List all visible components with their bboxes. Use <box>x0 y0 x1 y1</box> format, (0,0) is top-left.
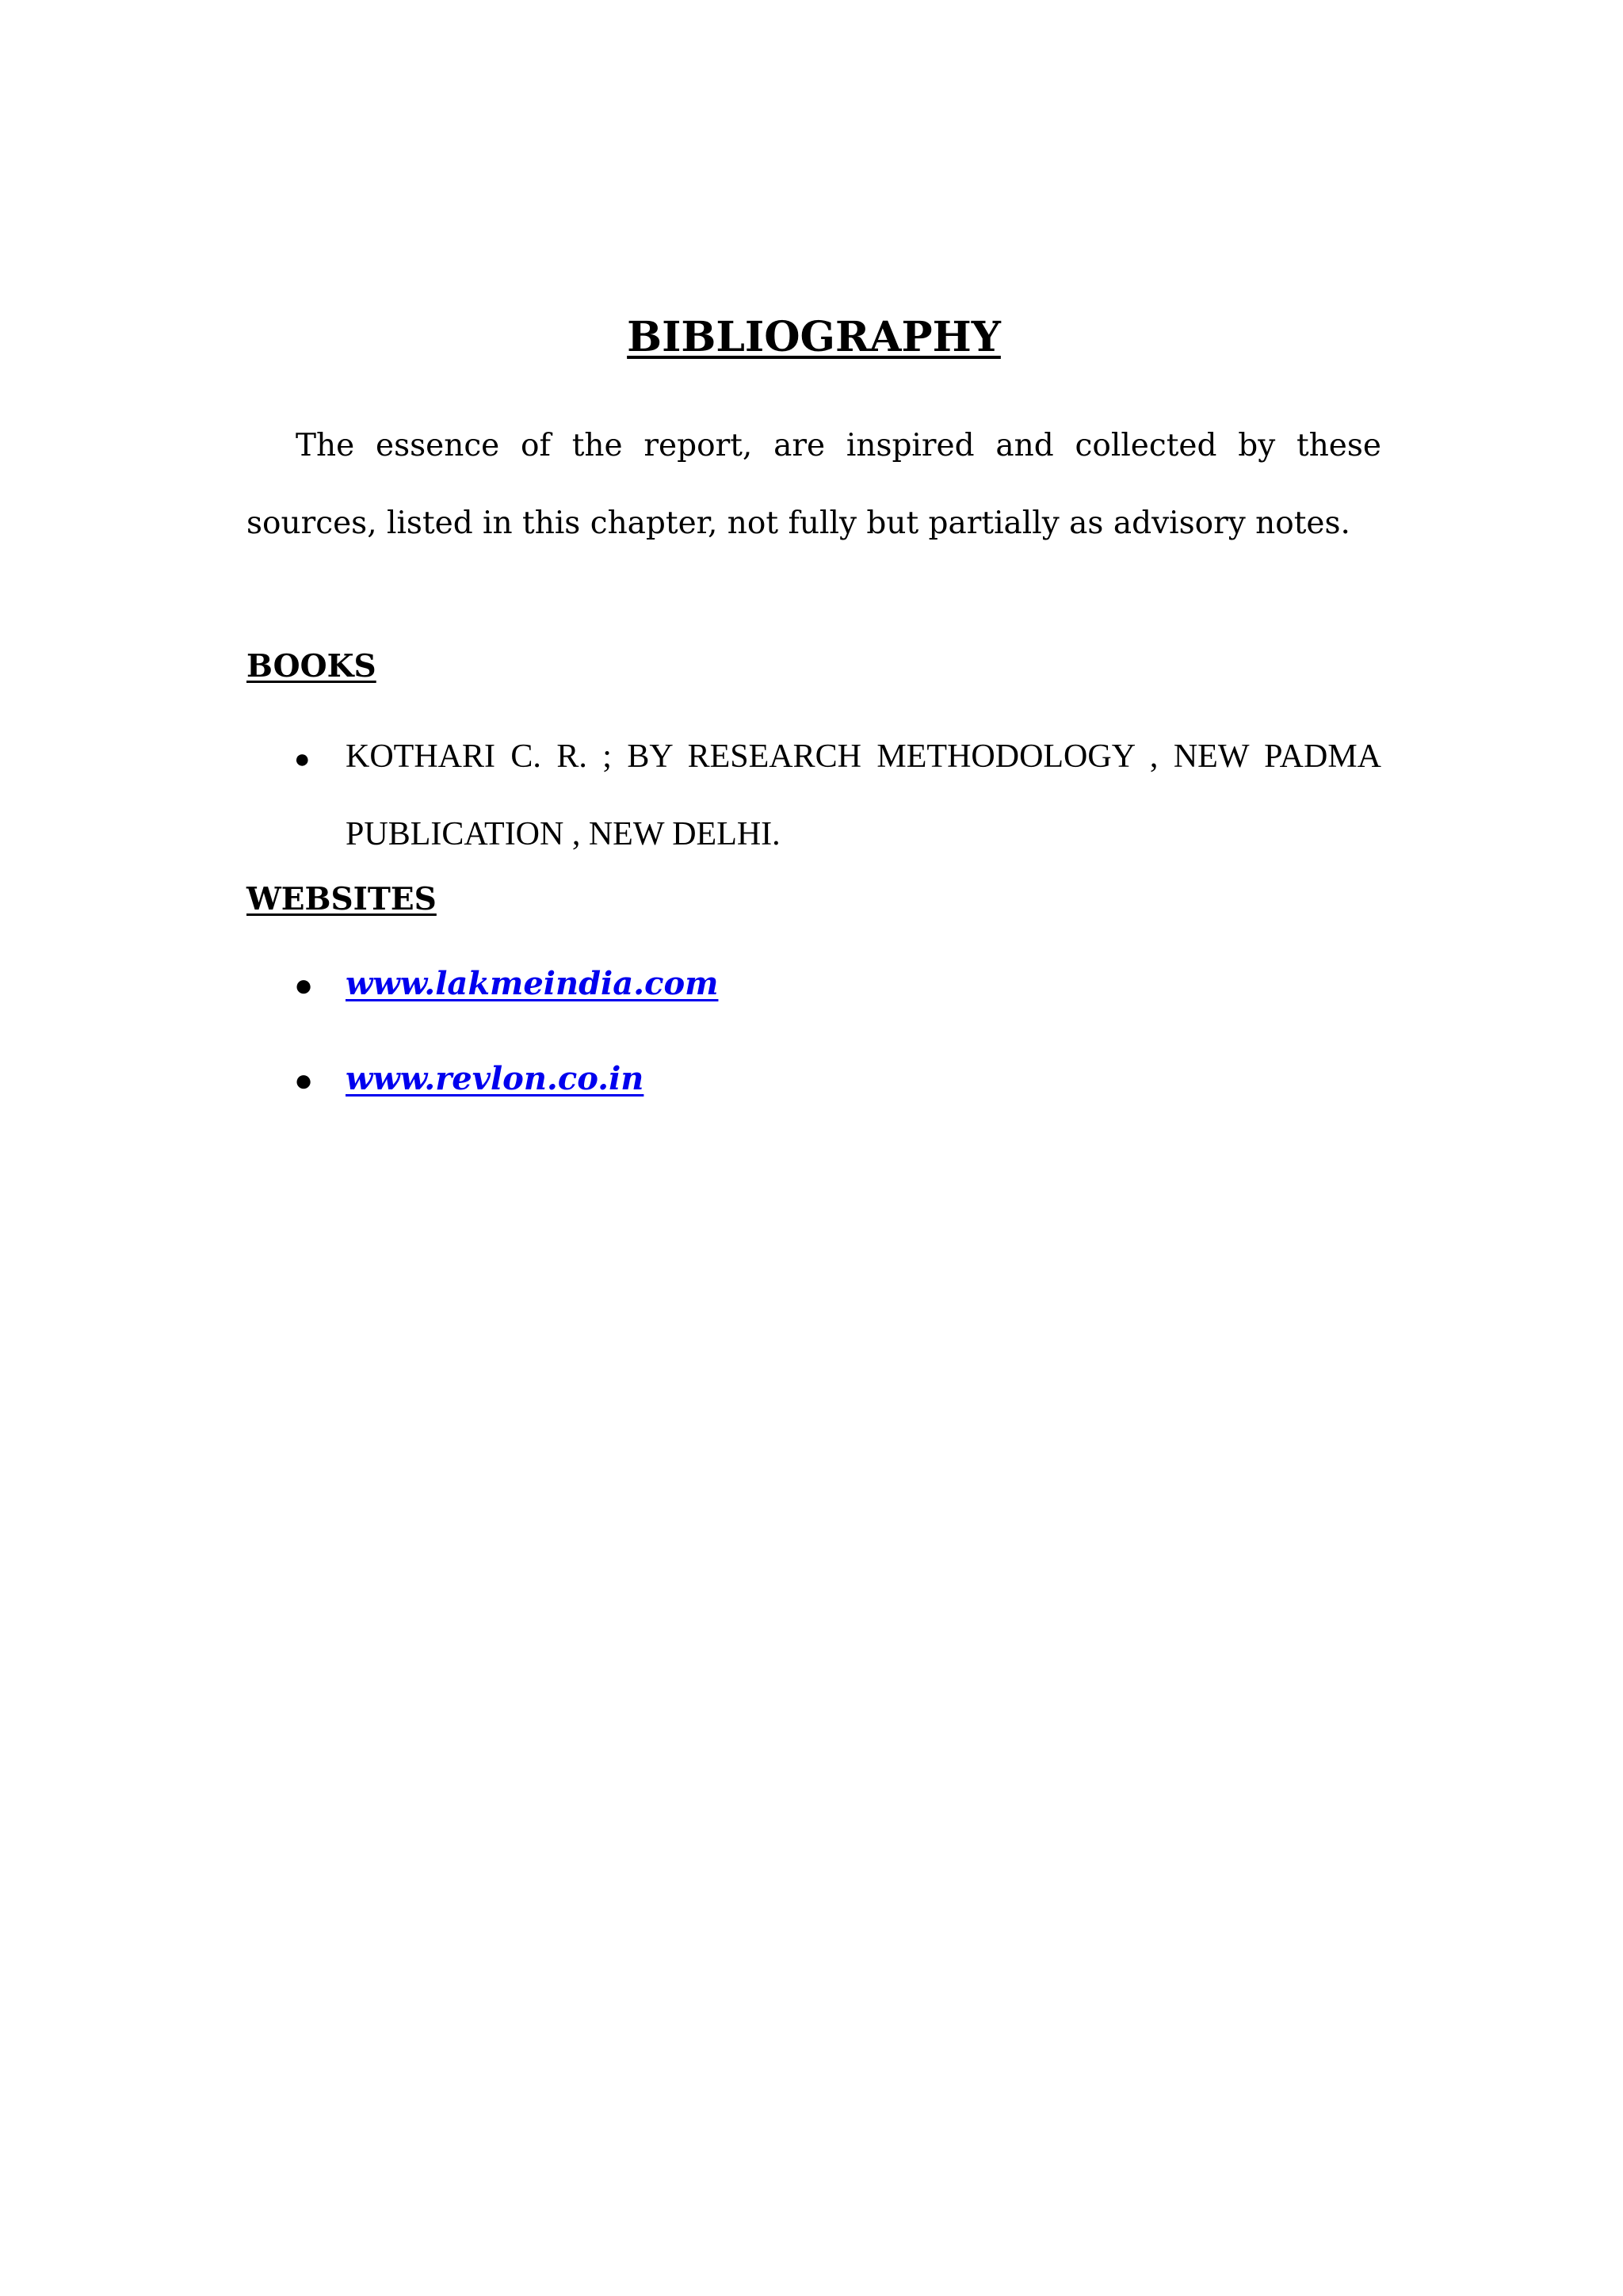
websites-heading: WEBSITES <box>246 881 437 917</box>
list-item <box>246 959 1381 1009</box>
bullet-icon: ● <box>294 1062 314 1098</box>
bullet-icon: ● <box>294 745 311 774</box>
intro-paragraph: The essence of the report, are inspired and collected by these sources, listed in this chapter, not fully but partially as advisory notes. <box>246 428 1381 541</box>
book-reference: KOTHARI C. R. ; BY RESEARCH METHODOLOGY , NEW PADMA PUBLICATION , NEW DELHI. <box>346 738 1381 852</box>
books-heading: BOOKS <box>246 648 376 685</box>
website-link-lakmeindia[interactable]: www.lakmeindia.com <box>346 965 719 1002</box>
website-link-revlon[interactable]: www.revlon.co.in <box>346 1060 644 1097</box>
bullet-icon: ● <box>294 967 314 1003</box>
list-item <box>246 1054 1381 1104</box>
page-title: BIBLIOGRAPHY <box>627 313 1001 361</box>
